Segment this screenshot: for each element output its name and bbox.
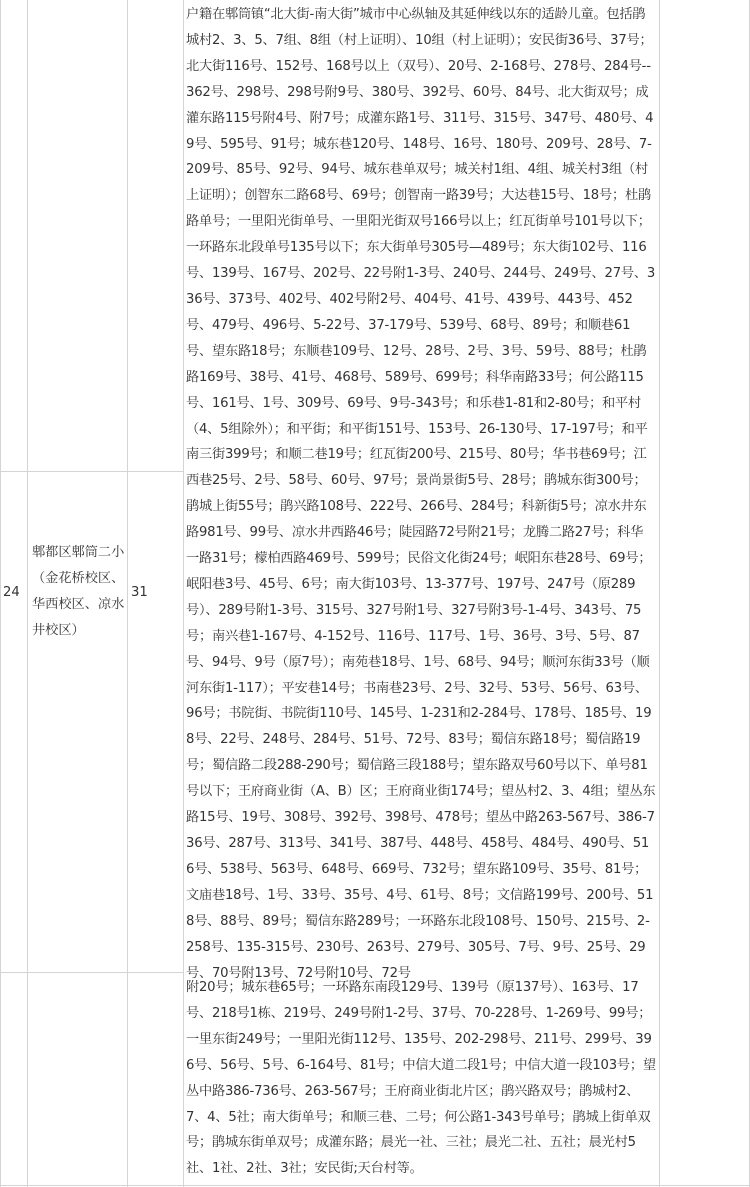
row-number: 24 xyxy=(3,585,20,600)
divider-school-count xyxy=(127,0,128,1187)
border-bottom xyxy=(0,1185,750,1186)
address-range-text-continued: 附20号；城东巷65号；一环路东南段129号、139号（原137号）、163号、17号、218号1栋、219号、249号附1-2号、37号、70-228号、1-269号、99号；一里东街249号；一里阳光街112号、135号、202-298号、211号、299号、396号、56号、5号、6-164号、81号；中信大道二段1号；中信大道一段103号；望丛中路386-736号、263-567号；王府商业街北片区；鹃兴路双号；鹃城村2、7、4、5社；南大街单号；和顺三巷、二号；何公路1-343号单号；鹃城上街单双号；鹃城东街单双号；成灌东路；晨光一社、三社；晨光二社、五社；晨光村5社、1社、2社、3社；安民街;天台村等。 xyxy=(186,980,656,1177)
class-count: 31 xyxy=(131,585,148,600)
divider-count-address xyxy=(183,0,184,1187)
divider-num-school xyxy=(27,0,28,1187)
border-left xyxy=(0,0,1,1187)
address-range-text: 户籍在郫筒镇“北大街-南大街”城市中心纵轴及其延伸线以东的适龄儿童。包括鹃城村2、3、5、7组、8组（村上证明）、10组（村上证明）；安民街36号、37号；北大街116号、152号、168号以上（双号）、20号、2-168号、278号、284号--362号、298号、298号附9号、380号、392号、60号、84号、北大街双号；成灌东路115号附4号、附7号；成灌东路1号、311号、315号、347号、480号、49号、595号、91号；城东巷120号、148号、16号、180号、209号、28号、7-209号、85号、92号、94号、城东巷单双号；城关村1组、4组、城关村3组（村上证明）；创智东二路68号、69号；创智南一路39号；大达巷15号、18号；杜鹃路单号；一里阳光街单号、一里阳光街双号166号以上；红瓦街单号101号以下；一环路东北段单号135号以下；东大街单号305号—489号；东大街102号、116号、139号、167号、202号、22号附1-3号、240号、244号、249号、27号、336号、373号、402号、402号附2号、404号、41号、439号、443号、452号、479号、496号、5-22号、37-179号、539号、68号、89号；和顺巷61号、望东路18号；东顺巷109号、12号、28号、2号、3号、59号、88号；杜鹃路169号、38号、41号、468号、589号、699号；科华南路33号；何公路115号、161号、1号、309号、69号、9号-343号；和乐巷1-81和2-80号；和平村（4、5组除外）；和平街；和平街151号、153号、26-130号、17-197号；和平南三街399号；和顺二巷19号；红瓦街200号、215号、80号；华书巷69号；江西巷25号、2号、58号、60号、97号；景尚景街5号、28号；鹃城东街300号；鹃城上街55号；鹃兴路108号、222号、266号、284号；科新街5号；凉水井东路981号、99号、凉水井西路46号；陡园路72号附21号；龙腾二路27号；科华一路31号；檬柏西路469号、599号；民俗文化街24号；岷阳东巷28号、69号；岷阳巷3号、45号、6号；南大街103号、13-377号、197号、247号（原289号）、289号附1-3号、315号、327号附1号、327号附3号-1-4号、343号、75号；南兴巷1-167号、4-152号、116号、117号、1号、36号、3号、5号、87号、94号、9号（原7号）；南苑巷18号、1号、68号、94号；顺河东街33号（顺河东街1-117）；平安巷14号；书南巷23号、2号、32号、53号、56号、63号、96号；书院街、书院街110号、145号、1-231和2-284号、178号、185号、198号、22号、248号、284号、51号、72号、83号；蜀信东路18号；蜀信路19号；蜀信路二段288-290号；蜀信路三段188号；望东路双号60号以下、单号81号以下；王府商业街（A、B）区；王府商业街174号；望丛村2、3、4组；望丛东路15号、19号、308号、392号、398号、478号；望丛中路263-567号、386-736号、287号、313号、341号、387号、448号、458号、484号、490号、516号、538号、563号、648号、669号、732号；望东路109号、35号、81号；文庙巷18号、1号、33号、35号、4号、61号、8号；文信路199号、200号、518号、88号、89号；蜀信东路289号；一环路东北段108号、150号、215号、2-258号、135-315号、230号、263号、279号、305号、7号、9号、25号、29号、70号附13号、72号附10号、72号 xyxy=(186,7,656,981)
row-divider-top xyxy=(0,471,183,472)
row-divider-bottom xyxy=(0,972,183,973)
school-name: 郫都区郫筒二小（金花桥校区、华西校区、凉水井校区） xyxy=(32,545,125,638)
divider-address-extra xyxy=(659,0,660,1187)
